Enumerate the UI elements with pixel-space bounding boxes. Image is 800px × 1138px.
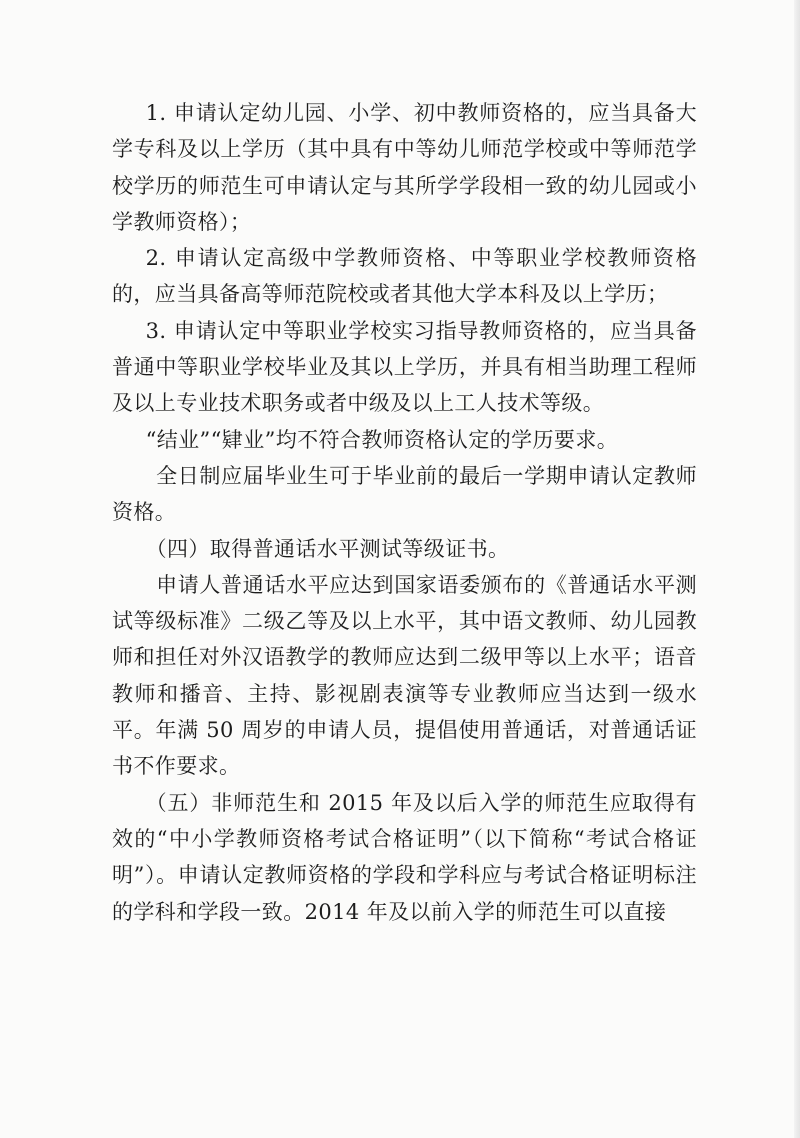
section-heading-5: （五）非师范生和 2015 年及以后入学的师范生应取得有效的“中小学教师资格考试合格证明”（以下简称“考试合格证明”）。申请认定教师资格的学段和学科应与考试合格证明标注的学科和学段一致。2014 年及以前入学的师范生可以直接 — [112, 790, 697, 924]
section-heading-4: （四）取得普通话水平测试等级证书。 — [145, 536, 510, 561]
paragraph-item-1: 1. 申请认定幼儿园、小学、初中教师资格的，应当具备大学专科及以上学历（其中具有中等幼儿师范学校或中等师范学校学历的师范生可申请认定与其所学学段相一致的幼儿园或小学教师资格）； — [112, 101, 697, 234]
paragraph-graduation-note: “结业”“肄业”均不符合教师资格认定的学历要求。 — [145, 427, 619, 452]
paragraph-fresh-graduates: 全日制应届毕业生可于毕业前的最后一学期申请认定教师资格。 — [112, 463, 697, 525]
scan-edge — [794, 0, 800, 1138]
paragraph-mandarin-requirement: 申请人普通话水平应达到国家语委颁布的《普通话水平测试等级标准》二级乙等及以上水平，其中语文教师、幼儿园教师和担任对外汉语教学的教师应达到二级甲等以上水平；语音教师和播音、主持、影视剧表演等专业教师应当达到一级水平。年满 50 周岁的申请人员，提倡使用普通话，对普通话证书不作要求。 — [112, 572, 697, 779]
paragraph-item-2: 2. 申请认定高级中学教师资格、中等职业学校教师资格的，应当具备高等师范院校或者其他大学本科及以上学历； — [112, 246, 697, 307]
document-body — [112, 95, 697, 930]
paragraph-item-3: 3. 申请认定中等职业学校实习指导教师资格的，应当具备普通中等职业学校毕业及其以上学历，并具有相当助理工程师及以上专业技术职务或者中级及以上工人技术等级。 — [112, 318, 697, 416]
